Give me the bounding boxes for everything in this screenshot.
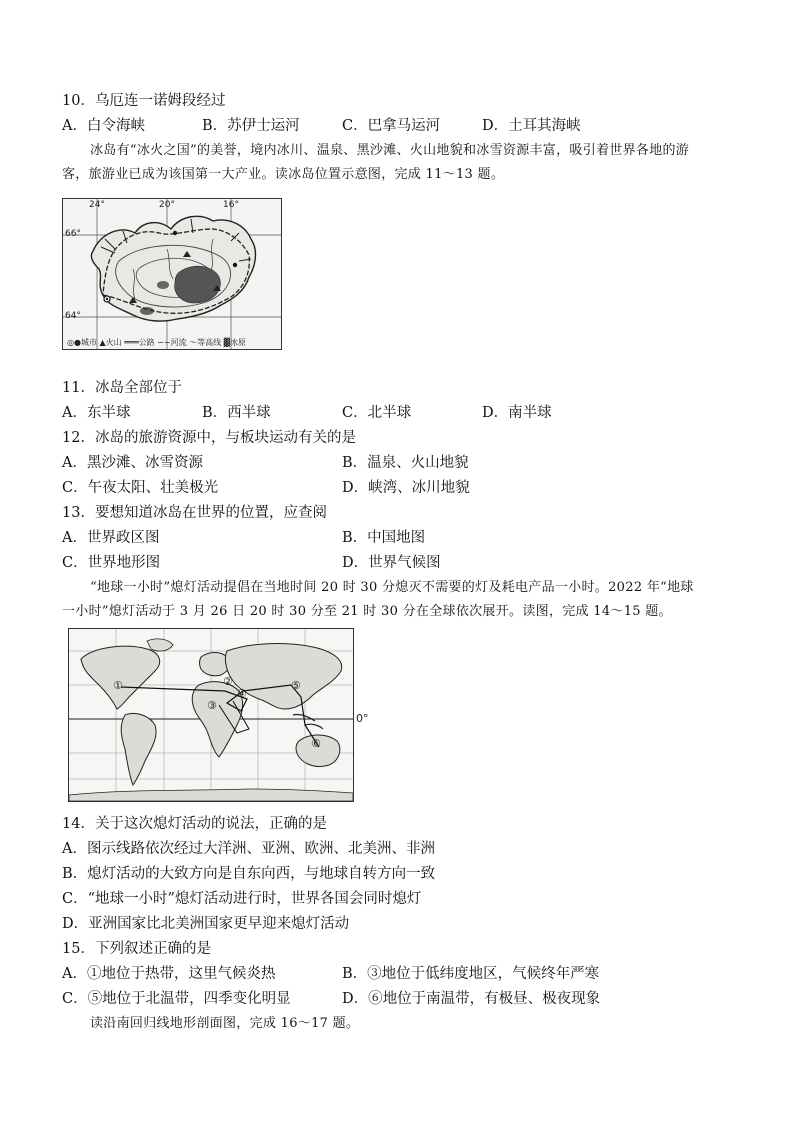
q15-option-b: B．③地位于低纬度地区，气候终年严寒 xyxy=(342,966,600,982)
q15-option-d: D．⑥地位于南温带，有极昼、极夜现象 xyxy=(342,991,601,1007)
marker-2: ② xyxy=(223,675,233,688)
earth-intro-line2: 一小时”熄灯活动于 3 月 26 日 20 时 30 分至 21 时 30 分在全球依次展开。读图，完成 14～15 题。 xyxy=(62,604,672,619)
earth-intro-line1: “地球一小时”熄灯活动提倡在当地时间 20 时 30 分熄灭不需要的灯及耗电产品一小时。2022 年“地球 xyxy=(90,580,694,595)
q11-option-c: C．北半球 xyxy=(342,405,412,421)
q11-option-b: B．西半球 xyxy=(202,405,271,421)
q14-option-a: A．图示线路依次经过大洋洲、亚洲、欧洲、北美洲、非洲 xyxy=(62,841,435,857)
marker-5: ⑤ xyxy=(291,679,301,692)
q13-stem: 13．要想知道冰岛在世界的位置，应查阅 xyxy=(62,505,327,521)
iceland-lon-label-16: 16° xyxy=(223,200,239,210)
iceland-lat-label-66: 66° xyxy=(65,229,81,239)
iceland-map-legend: ◎●城市 ▲火山 ═══公路 ∽∽河流 〜等高线 ▓冰原 xyxy=(67,338,246,347)
q12-option-d: D．峡湾、冰川地貌 xyxy=(342,480,470,496)
iceland-intro-line2: 客，旅游业已成为该国第一大产业。读冰岛位置示意图，完成 11～13 题。 xyxy=(62,167,505,182)
q10-option-d: D．土耳其海峡 xyxy=(482,118,581,134)
q12-stem: 12．冰岛的旅游资源中，与板块运动有关的是 xyxy=(62,430,356,446)
marker-1: ① xyxy=(113,679,123,692)
iceland-map xyxy=(62,198,282,350)
q14-stem: 14．关于这次熄灯活动的说法，正确的是 xyxy=(62,816,327,832)
q11-stem: 11．冰岛全部位于 xyxy=(62,380,182,396)
iceland-map-graphic xyxy=(63,199,281,349)
q12-option-b: B．温泉、火山地貌 xyxy=(342,455,469,471)
q14-option-b: B．熄灯活动的大致方向是自东向西，与地球自转方向一致 xyxy=(62,866,436,882)
q13-option-d: D．世界气候图 xyxy=(342,555,441,571)
q10-stem: 10．乌厄连一诺姆段经过 xyxy=(62,93,226,109)
q15-option-a: A．①地位于热带，这里气候炎热 xyxy=(62,966,276,982)
iceland-intro-line1: 冰岛有“冰火之国”的美誉，境内冰川、温泉、黑沙滩、火山地貌和冰雪资源丰富，吸引着世界各地的游 xyxy=(90,143,690,158)
marker-6: ⑥ xyxy=(311,737,321,750)
q13-option-b: B．中国地图 xyxy=(342,530,426,546)
q13-option-a: A．世界政区图 xyxy=(62,530,160,546)
equator-label: 0° xyxy=(356,712,369,725)
iceland-lat-label-64: 64° xyxy=(65,311,81,321)
marker-4: ④ xyxy=(237,687,247,700)
q14-option-c: C．“地球一小时”熄灯活动进行时，世界各国会同时熄灯 xyxy=(62,891,422,907)
iceland-lon-label-24: 24° xyxy=(89,200,105,210)
final-intro: 读沿南回归线地形剖面图，完成 16～17 题。 xyxy=(90,1016,360,1031)
q10-option-b: B．苏伊士运河 xyxy=(202,118,300,134)
q10-option-c: C．巴拿马运河 xyxy=(342,118,441,134)
q15-stem: 15．下列叙述正确的是 xyxy=(62,941,211,957)
q10-option-a: A．白令海峡 xyxy=(62,118,145,134)
world-map xyxy=(68,628,354,802)
q11-option-d: D．南半球 xyxy=(482,405,552,421)
q11-option-a: A．东半球 xyxy=(62,405,131,421)
iceland-lon-label-20: 20° xyxy=(159,200,175,210)
q12-option-c: C．午夜太阳、壮美极光 xyxy=(62,480,219,496)
q15-option-c: C．⑤地位于北温带，四季变化明显 xyxy=(62,991,291,1007)
q12-option-a: A．黑沙滩、冰雪资源 xyxy=(62,455,203,471)
world-map-graphic xyxy=(69,629,353,801)
marker-3: ③ xyxy=(207,699,217,712)
q14-option-d: D．亚洲国家比北美洲国家更早迎来熄灯活动 xyxy=(62,916,350,932)
q13-option-c: C．世界地形图 xyxy=(62,555,161,571)
